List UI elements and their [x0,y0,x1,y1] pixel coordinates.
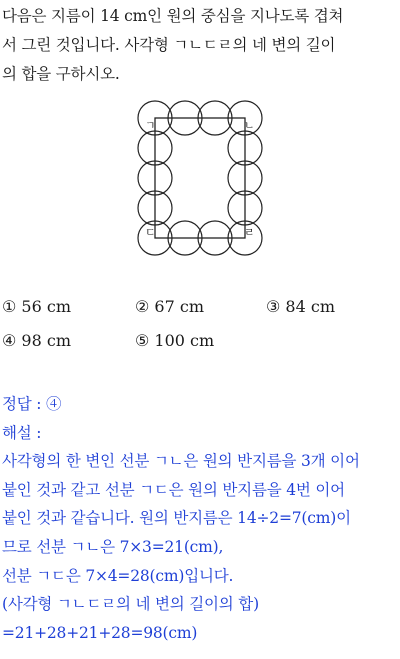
corner-label-nieun: ㄴ [244,119,255,132]
choice-3[interactable]: ③ 84 cm [266,297,336,316]
question-text [2,2,398,89]
corner-label-rieul: ㄹ [244,226,255,239]
answer-line: 정답 : ④ [2,395,62,413]
explanation-line: 사각형의 한 변인 선분 ㄱㄴ은 원의 반지름을 3개 이어 [2,452,360,471]
question-line: 다음은 지름이 14 cm인 원의 중심을 지나도록 겹쳐 [2,7,344,25]
question-line: 의 합을 구하시오. [2,65,120,83]
corner-label-digeut: ㄷ [145,226,156,239]
solution-block [2,390,400,647]
choice-5[interactable]: ⑤ 100 cm [135,331,215,350]
circle-figure [130,98,270,262]
choice-4[interactable]: ④ 98 cm [2,331,72,350]
explanation-line: =21+28+21+28=98(cm) [2,623,198,642]
explanation-line: 선분 ㄱㄷ은 7×4=28(cm)입니다. [2,566,234,585]
choice-2[interactable]: ② 67 cm [135,297,205,316]
explanation-line: 붙인 것과 같습니다. 원의 반지름은 14÷2=7(cm)이 [2,509,351,528]
explanation-line: 붙인 것과 같고 선분 ㄱㄷ은 원의 반지름을 4번 이어 [2,480,345,499]
choice-1[interactable]: ① 56 cm [2,297,72,316]
explanation-line: 므로 선분 ㄱㄴ은 7×3=21(cm), [2,537,224,556]
question-line: 서 그린 것입니다. 사각형 ㄱㄴㄷㄹ의 네 변의 길이 [2,36,336,54]
explanation-line: (사각형 ㄱㄴㄷㄹ의 네 변의 길이의 합) [2,595,259,614]
circle-figure-svg [130,98,270,258]
rectangle [155,118,245,238]
explanation-title: 해설 : [2,423,42,442]
corner-label-giyeok: ㄱ [145,119,156,132]
